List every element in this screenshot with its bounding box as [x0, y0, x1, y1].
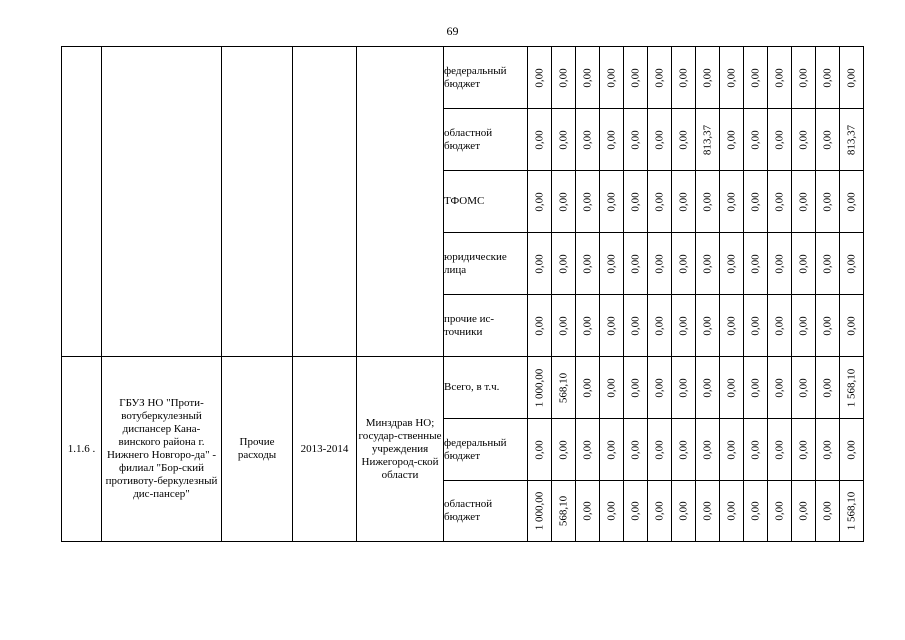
value-text: 0,00	[605, 253, 617, 274]
value-text: 0,00	[581, 191, 593, 212]
value-cell	[672, 357, 696, 419]
value-text: 0,00	[845, 253, 857, 274]
value-cell	[696, 357, 720, 419]
value-text: 0,00	[821, 191, 833, 212]
value-text: 0,00	[773, 67, 785, 88]
value-text: 0,00	[749, 377, 761, 398]
value-text: 0,00	[845, 315, 857, 336]
value-cell	[720, 47, 744, 109]
value-text: 0,00	[533, 315, 545, 336]
value-text: 0,00	[605, 67, 617, 88]
value-text: 0,00	[797, 439, 809, 460]
value-cell	[816, 481, 840, 542]
value-cell	[552, 233, 576, 295]
value-text: 0,00	[533, 67, 545, 88]
value-cell	[744, 357, 768, 419]
value-cell	[816, 419, 840, 481]
value-cell	[624, 357, 648, 419]
value-text: 0,00	[797, 191, 809, 212]
value-cell	[744, 481, 768, 542]
value-text: 0,00	[749, 67, 761, 88]
value-text: 0,00	[701, 67, 713, 88]
entry-name: ГБУЗ НО "Проти-вотуберкулезный диспансер Кана-винского района г. Нижнего Новгоро-да" - филиал "Бор-ский противоту-беркулезный дис-пансер"	[102, 357, 222, 542]
value-text: 0,00	[797, 67, 809, 88]
value-text: 0,00	[605, 129, 617, 150]
value-cell	[768, 47, 792, 109]
value-cell	[744, 419, 768, 481]
value-cell	[528, 295, 552, 357]
value-cell	[576, 109, 600, 171]
value-cell	[552, 357, 576, 419]
value-text: 0,00	[725, 129, 737, 150]
value-cell	[840, 47, 864, 109]
value-cell	[816, 47, 840, 109]
value-text: 0,00	[701, 191, 713, 212]
entry-number: 1.1.6 .	[62, 357, 102, 542]
value-cell	[672, 47, 696, 109]
value-text: 0,00	[653, 191, 665, 212]
value-text: 0,00	[797, 129, 809, 150]
value-cell	[792, 481, 816, 542]
value-text: 0,00	[653, 67, 665, 88]
value-text: 1 000,00	[533, 491, 545, 531]
value-cell	[696, 295, 720, 357]
value-text: 0,00	[581, 67, 593, 88]
value-text: 0,00	[557, 129, 569, 150]
value-cell	[672, 481, 696, 542]
value-cell	[720, 419, 744, 481]
value-cell	[648, 481, 672, 542]
value-cell	[696, 171, 720, 233]
expense-type: Прочие расходы	[222, 357, 293, 542]
funding-source: прочие ис-точники	[444, 295, 528, 357]
value-text: 0,00	[533, 253, 545, 274]
value-cell	[600, 481, 624, 542]
value-text: 0,00	[725, 501, 737, 521]
value-cell	[696, 47, 720, 109]
value-cell	[552, 109, 576, 171]
value-cell	[792, 357, 816, 419]
value-cell	[648, 357, 672, 419]
value-cell	[792, 295, 816, 357]
value-cell	[624, 481, 648, 542]
value-text: 0,00	[557, 191, 569, 212]
value-cell	[768, 295, 792, 357]
value-cell	[744, 109, 768, 171]
value-text: 0,00	[701, 501, 713, 521]
value-text: 0,00	[557, 67, 569, 88]
value-cell	[792, 233, 816, 295]
value-cell	[648, 295, 672, 357]
value-text: 0,00	[581, 439, 593, 460]
value-text: 0,00	[821, 501, 833, 521]
value-text: 0,00	[677, 377, 689, 398]
value-cell	[600, 233, 624, 295]
value-text: 0,00	[629, 129, 641, 150]
value-text: 1 568,10	[845, 368, 857, 407]
value-text: 0,00	[677, 439, 689, 460]
value-cell	[576, 295, 600, 357]
value-cell	[840, 109, 864, 171]
value-text: 0,00	[797, 315, 809, 336]
value-cell	[672, 419, 696, 481]
value-text: 0,00	[653, 315, 665, 336]
value-text: 0,00	[821, 67, 833, 88]
value-cell	[696, 419, 720, 481]
value-text: 0,00	[821, 315, 833, 336]
value-text: 0,00	[749, 253, 761, 274]
value-text: 0,00	[629, 377, 641, 398]
value-text: 0,00	[677, 129, 689, 150]
value-text: 0,00	[725, 315, 737, 336]
value-text: 0,00	[557, 253, 569, 274]
value-cell	[600, 171, 624, 233]
value-text: 0,00	[797, 253, 809, 274]
value-text: 0,00	[533, 129, 545, 150]
funding-source: ТФОМС	[444, 171, 528, 233]
value-cell	[672, 109, 696, 171]
value-text: 0,00	[605, 501, 617, 521]
value-text: 0,00	[725, 439, 737, 460]
value-cell	[528, 171, 552, 233]
value-cell	[552, 419, 576, 481]
value-text: 0,00	[581, 129, 593, 150]
value-text: 0,00	[773, 439, 785, 460]
budget-table	[61, 46, 864, 542]
value-cell	[768, 481, 792, 542]
value-cell	[720, 233, 744, 295]
value-cell	[840, 295, 864, 357]
value-cell	[600, 47, 624, 109]
value-cell	[816, 171, 840, 233]
value-cell	[792, 171, 816, 233]
value-text: 0,00	[701, 253, 713, 274]
value-text: 0,00	[701, 377, 713, 398]
value-text: 0,00	[797, 501, 809, 521]
value-text: 0,00	[725, 253, 737, 274]
value-cell	[792, 419, 816, 481]
empty-cell	[293, 47, 357, 357]
value-text: 0,00	[773, 253, 785, 274]
value-text: 0,00	[557, 439, 569, 460]
page-number: 69	[446, 24, 459, 38]
value-cell	[552, 171, 576, 233]
funding-source: областной бюджет	[444, 481, 528, 542]
funding-source: федеральный бюджет	[444, 47, 528, 109]
funding-source: федеральный бюджет	[444, 419, 528, 481]
value-cell	[768, 357, 792, 419]
value-cell	[648, 419, 672, 481]
value-cell	[720, 295, 744, 357]
value-cell	[768, 233, 792, 295]
value-text: 0,00	[581, 501, 593, 521]
value-cell	[576, 233, 600, 295]
value-text: 0,00	[725, 67, 737, 88]
value-text: 0,00	[773, 129, 785, 150]
value-cell	[840, 171, 864, 233]
value-cell	[768, 171, 792, 233]
value-text: 0,00	[749, 439, 761, 460]
value-text: 0,00	[701, 315, 713, 336]
value-text: 0,00	[581, 315, 593, 336]
value-text: 0,00	[653, 501, 665, 521]
value-cell	[600, 109, 624, 171]
value-text: 0,00	[605, 377, 617, 398]
value-cell	[744, 47, 768, 109]
value-cell	[552, 295, 576, 357]
value-cell	[792, 47, 816, 109]
value-text: 0,00	[581, 253, 593, 274]
value-cell	[840, 357, 864, 419]
value-cell	[696, 481, 720, 542]
value-text: 0,00	[653, 253, 665, 274]
value-cell	[624, 171, 648, 233]
empty-cell	[62, 47, 102, 357]
value-text: 0,00	[773, 191, 785, 212]
value-text: 0,00	[533, 439, 545, 460]
value-text: 0,00	[605, 191, 617, 212]
value-text: 0,00	[821, 253, 833, 274]
value-text: 813,37	[845, 124, 857, 155]
value-cell	[528, 419, 552, 481]
value-text: 0,00	[653, 377, 665, 398]
value-cell	[576, 357, 600, 419]
value-text: 813,37	[701, 124, 713, 155]
funding-source: Всего, в т.ч.	[444, 357, 528, 419]
value-cell	[672, 233, 696, 295]
value-text: 0,00	[749, 315, 761, 336]
value-text: 0,00	[797, 377, 809, 398]
value-text: 0,00	[677, 315, 689, 336]
value-cell	[720, 171, 744, 233]
value-cell	[648, 47, 672, 109]
value-cell	[528, 109, 552, 171]
value-text: 0,00	[677, 501, 689, 521]
value-cell	[600, 295, 624, 357]
value-text: 0,00	[821, 377, 833, 398]
value-cell	[768, 419, 792, 481]
table-row	[62, 357, 864, 419]
value-text: 568,10	[557, 495, 569, 527]
value-text: 0,00	[533, 191, 545, 212]
empty-cell	[222, 47, 293, 357]
value-text: 0,00	[677, 253, 689, 274]
value-text: 0,00	[629, 315, 641, 336]
value-text: 0,00	[773, 377, 785, 398]
value-text: 0,00	[821, 129, 833, 150]
value-text: 0,00	[653, 129, 665, 150]
value-cell	[672, 295, 696, 357]
value-cell	[528, 357, 552, 419]
table-row	[62, 47, 864, 109]
value-cell	[696, 233, 720, 295]
empty-cell	[102, 47, 222, 357]
value-cell	[624, 47, 648, 109]
value-text: 0,00	[605, 315, 617, 336]
value-cell	[576, 419, 600, 481]
value-cell	[576, 171, 600, 233]
value-text: 0,00	[629, 253, 641, 274]
value-text: 1 568,10	[845, 491, 857, 531]
value-text: 0,00	[557, 315, 569, 336]
value-cell	[576, 47, 600, 109]
value-text: 0,00	[677, 191, 689, 212]
value-cell	[648, 109, 672, 171]
value-cell	[840, 233, 864, 295]
value-cell	[624, 295, 648, 357]
value-cell	[840, 419, 864, 481]
value-cell	[624, 233, 648, 295]
value-text: 0,00	[629, 439, 641, 460]
value-text: 0,00	[629, 501, 641, 521]
value-text: 0,00	[773, 501, 785, 521]
value-cell	[720, 109, 744, 171]
value-cell	[648, 233, 672, 295]
value-cell	[600, 357, 624, 419]
value-cell	[816, 233, 840, 295]
value-text: 0,00	[629, 67, 641, 88]
value-cell	[792, 109, 816, 171]
value-text: 0,00	[701, 439, 713, 460]
value-cell	[576, 481, 600, 542]
value-cell	[528, 47, 552, 109]
value-cell	[744, 233, 768, 295]
value-cell	[744, 171, 768, 233]
value-text: 0,00	[749, 501, 761, 521]
value-text: 0,00	[749, 191, 761, 212]
funding-source: юридические лица	[444, 233, 528, 295]
value-text: 0,00	[677, 67, 689, 88]
value-cell	[840, 481, 864, 542]
value-cell	[624, 109, 648, 171]
value-text: 568,10	[557, 372, 569, 403]
value-text: 0,00	[773, 315, 785, 336]
value-cell	[528, 481, 552, 542]
value-text: 0,00	[629, 191, 641, 212]
value-cell	[744, 295, 768, 357]
value-text: 0,00	[821, 439, 833, 460]
funding-source: областной бюджет	[444, 109, 528, 171]
value-cell	[672, 171, 696, 233]
value-text: 0,00	[653, 439, 665, 460]
value-cell	[624, 419, 648, 481]
value-cell	[816, 357, 840, 419]
value-cell	[600, 419, 624, 481]
value-cell	[720, 481, 744, 542]
value-text: 0,00	[725, 377, 737, 398]
value-cell	[552, 47, 576, 109]
value-text: 0,00	[725, 191, 737, 212]
value-cell	[720, 357, 744, 419]
value-text: 0,00	[845, 67, 857, 88]
period: 2013-2014	[293, 357, 357, 542]
value-cell	[528, 233, 552, 295]
value-text: 0,00	[845, 439, 857, 460]
value-cell	[648, 171, 672, 233]
value-text: 0,00	[845, 191, 857, 212]
value-text: 0,00	[605, 439, 617, 460]
value-text: 0,00	[749, 129, 761, 150]
executor: Минздрав НО; государ-ственные учреждения Нижегород-ской области	[357, 357, 444, 542]
value-cell	[816, 109, 840, 171]
value-cell	[696, 109, 720, 171]
value-cell	[768, 109, 792, 171]
value-text: 0,00	[581, 377, 593, 398]
empty-cell	[357, 47, 444, 357]
value-cell	[552, 481, 576, 542]
value-text: 1 000,00	[533, 368, 545, 407]
value-cell	[816, 295, 840, 357]
